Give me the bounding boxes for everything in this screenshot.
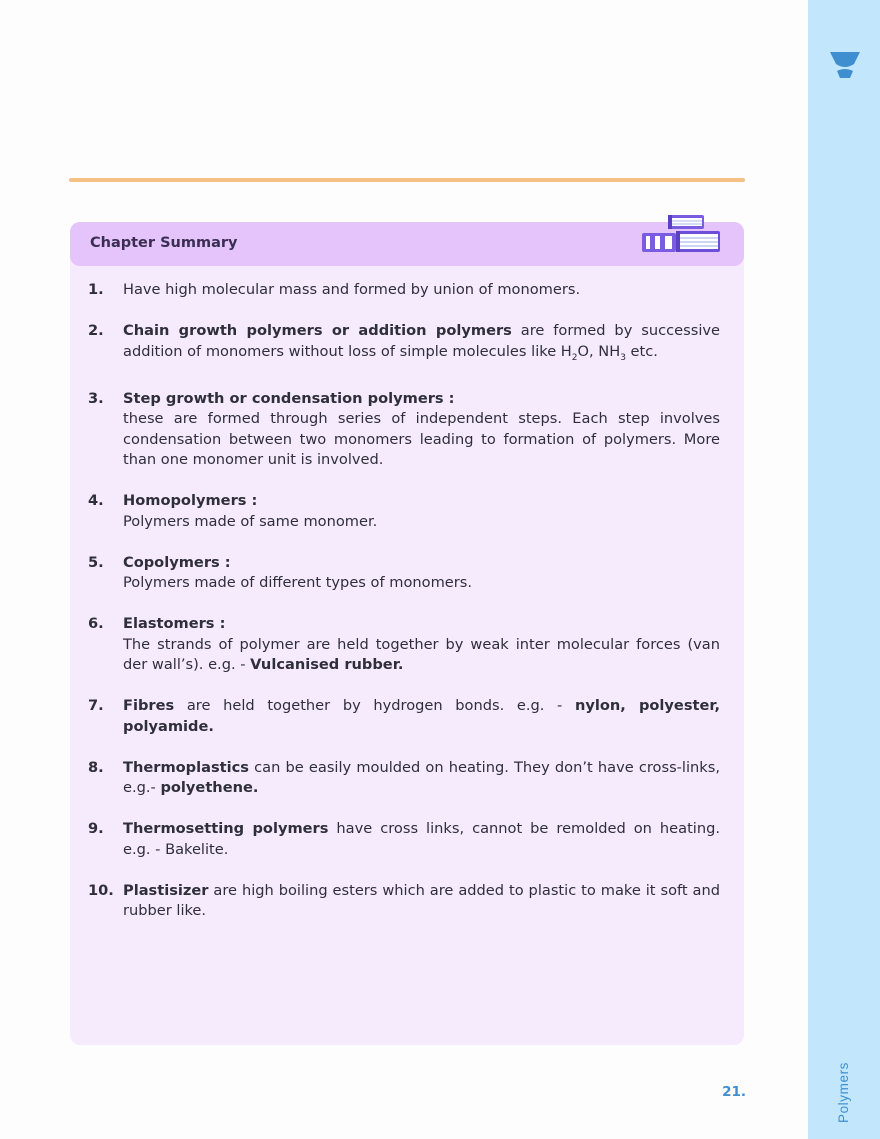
chapter-summary-card: [70, 222, 744, 1045]
list-item: 8. Thermoplastics can be easily moulded on heating. They don’t have cross-links, e.g.- polyethene.: [88, 758, 720, 796]
list-item: 4. Homopolymers : Polymers made of same monomer.: [88, 492, 378, 530]
list-item: 5. Copolymers : Polymers made of different types of monomers.: [88, 553, 473, 591]
right-sidebar: [808, 0, 880, 1139]
list-item: 1. Have high molecular mass and formed by union of monomers.: [88, 281, 581, 298]
page-number: 21.: [722, 1084, 746, 1100]
list-item: 3. Step growth or condensation polymers : these are formed through series of independent steps. Each step involves condensation between two monomers leading to formation of polymers. More than one monomer unit is involved.: [88, 389, 720, 468]
list-item: 6. Elastomers : The strands of polymer are held together by weak inter molecular forces (van der wall’s). e.g. - Vulcanised rubber.: [88, 615, 720, 673]
sidebar-chapter-label: Polymers: [836, 1061, 852, 1124]
list-item: 10. Plastisizer are high boiling esters which are added to plastic to make it soft and rubber like.: [88, 881, 720, 919]
card-title: Chapter Summary: [90, 235, 238, 251]
books-stack-icon: [642, 214, 722, 254]
list-item: 9. Thermosetting polymers have cross links, cannot be remolded on heating. e.g. - Bakelite.: [88, 820, 720, 858]
list-item: 7. Fibres are held together by hydrogen bonds. e.g. - nylon, polyester, polyamide.: [88, 697, 720, 735]
card-header: [70, 222, 744, 266]
list-item: 2. Chain growth polymers or addition polymers are formed by successive addition of monomers without loss of simple molecules like $H_2O$, $NH_3$ etc.: [88, 322, 720, 363]
header-divider: [69, 178, 745, 182]
summary-list: [88, 280, 720, 942]
brand-logo-icon: [828, 50, 862, 80]
